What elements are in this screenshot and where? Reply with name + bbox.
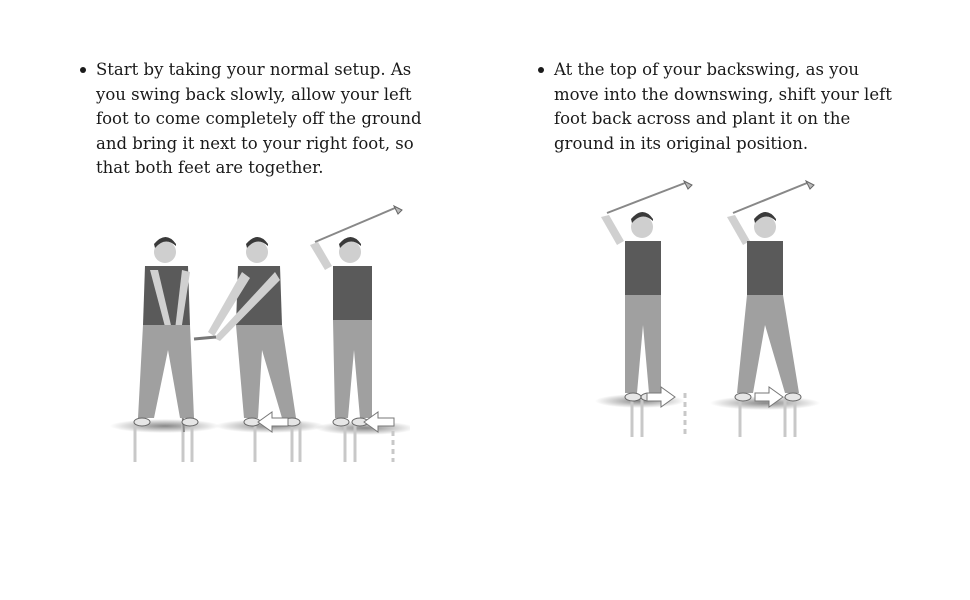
right-column xyxy=(536,58,896,156)
left-bullet-list xyxy=(78,58,438,181)
golfer-step-back-sequence-illustration xyxy=(585,175,835,445)
golfer-figure-backswing xyxy=(310,206,402,432)
golfer-figure-takeaway xyxy=(194,237,300,432)
right-bullet-list xyxy=(536,58,896,156)
instruction-step-2: At the top of your backswing, as you move into the downswing, shift your left foot back across and plant it on the ground in its original position. xyxy=(536,58,896,156)
golfer-feet-together-sequence-illustration xyxy=(110,200,410,470)
golfer-figure-top-feet-together xyxy=(601,181,692,407)
golfer-figure-downswing-step xyxy=(727,181,814,407)
instruction-step-1: Start by taking your normal setup. As you swing back slowly, allow your left foot to come completely off the ground and bring it next to your right foot, so that both feet are together. xyxy=(78,58,438,181)
golfer-figure-address xyxy=(134,237,198,432)
left-column xyxy=(78,58,438,181)
